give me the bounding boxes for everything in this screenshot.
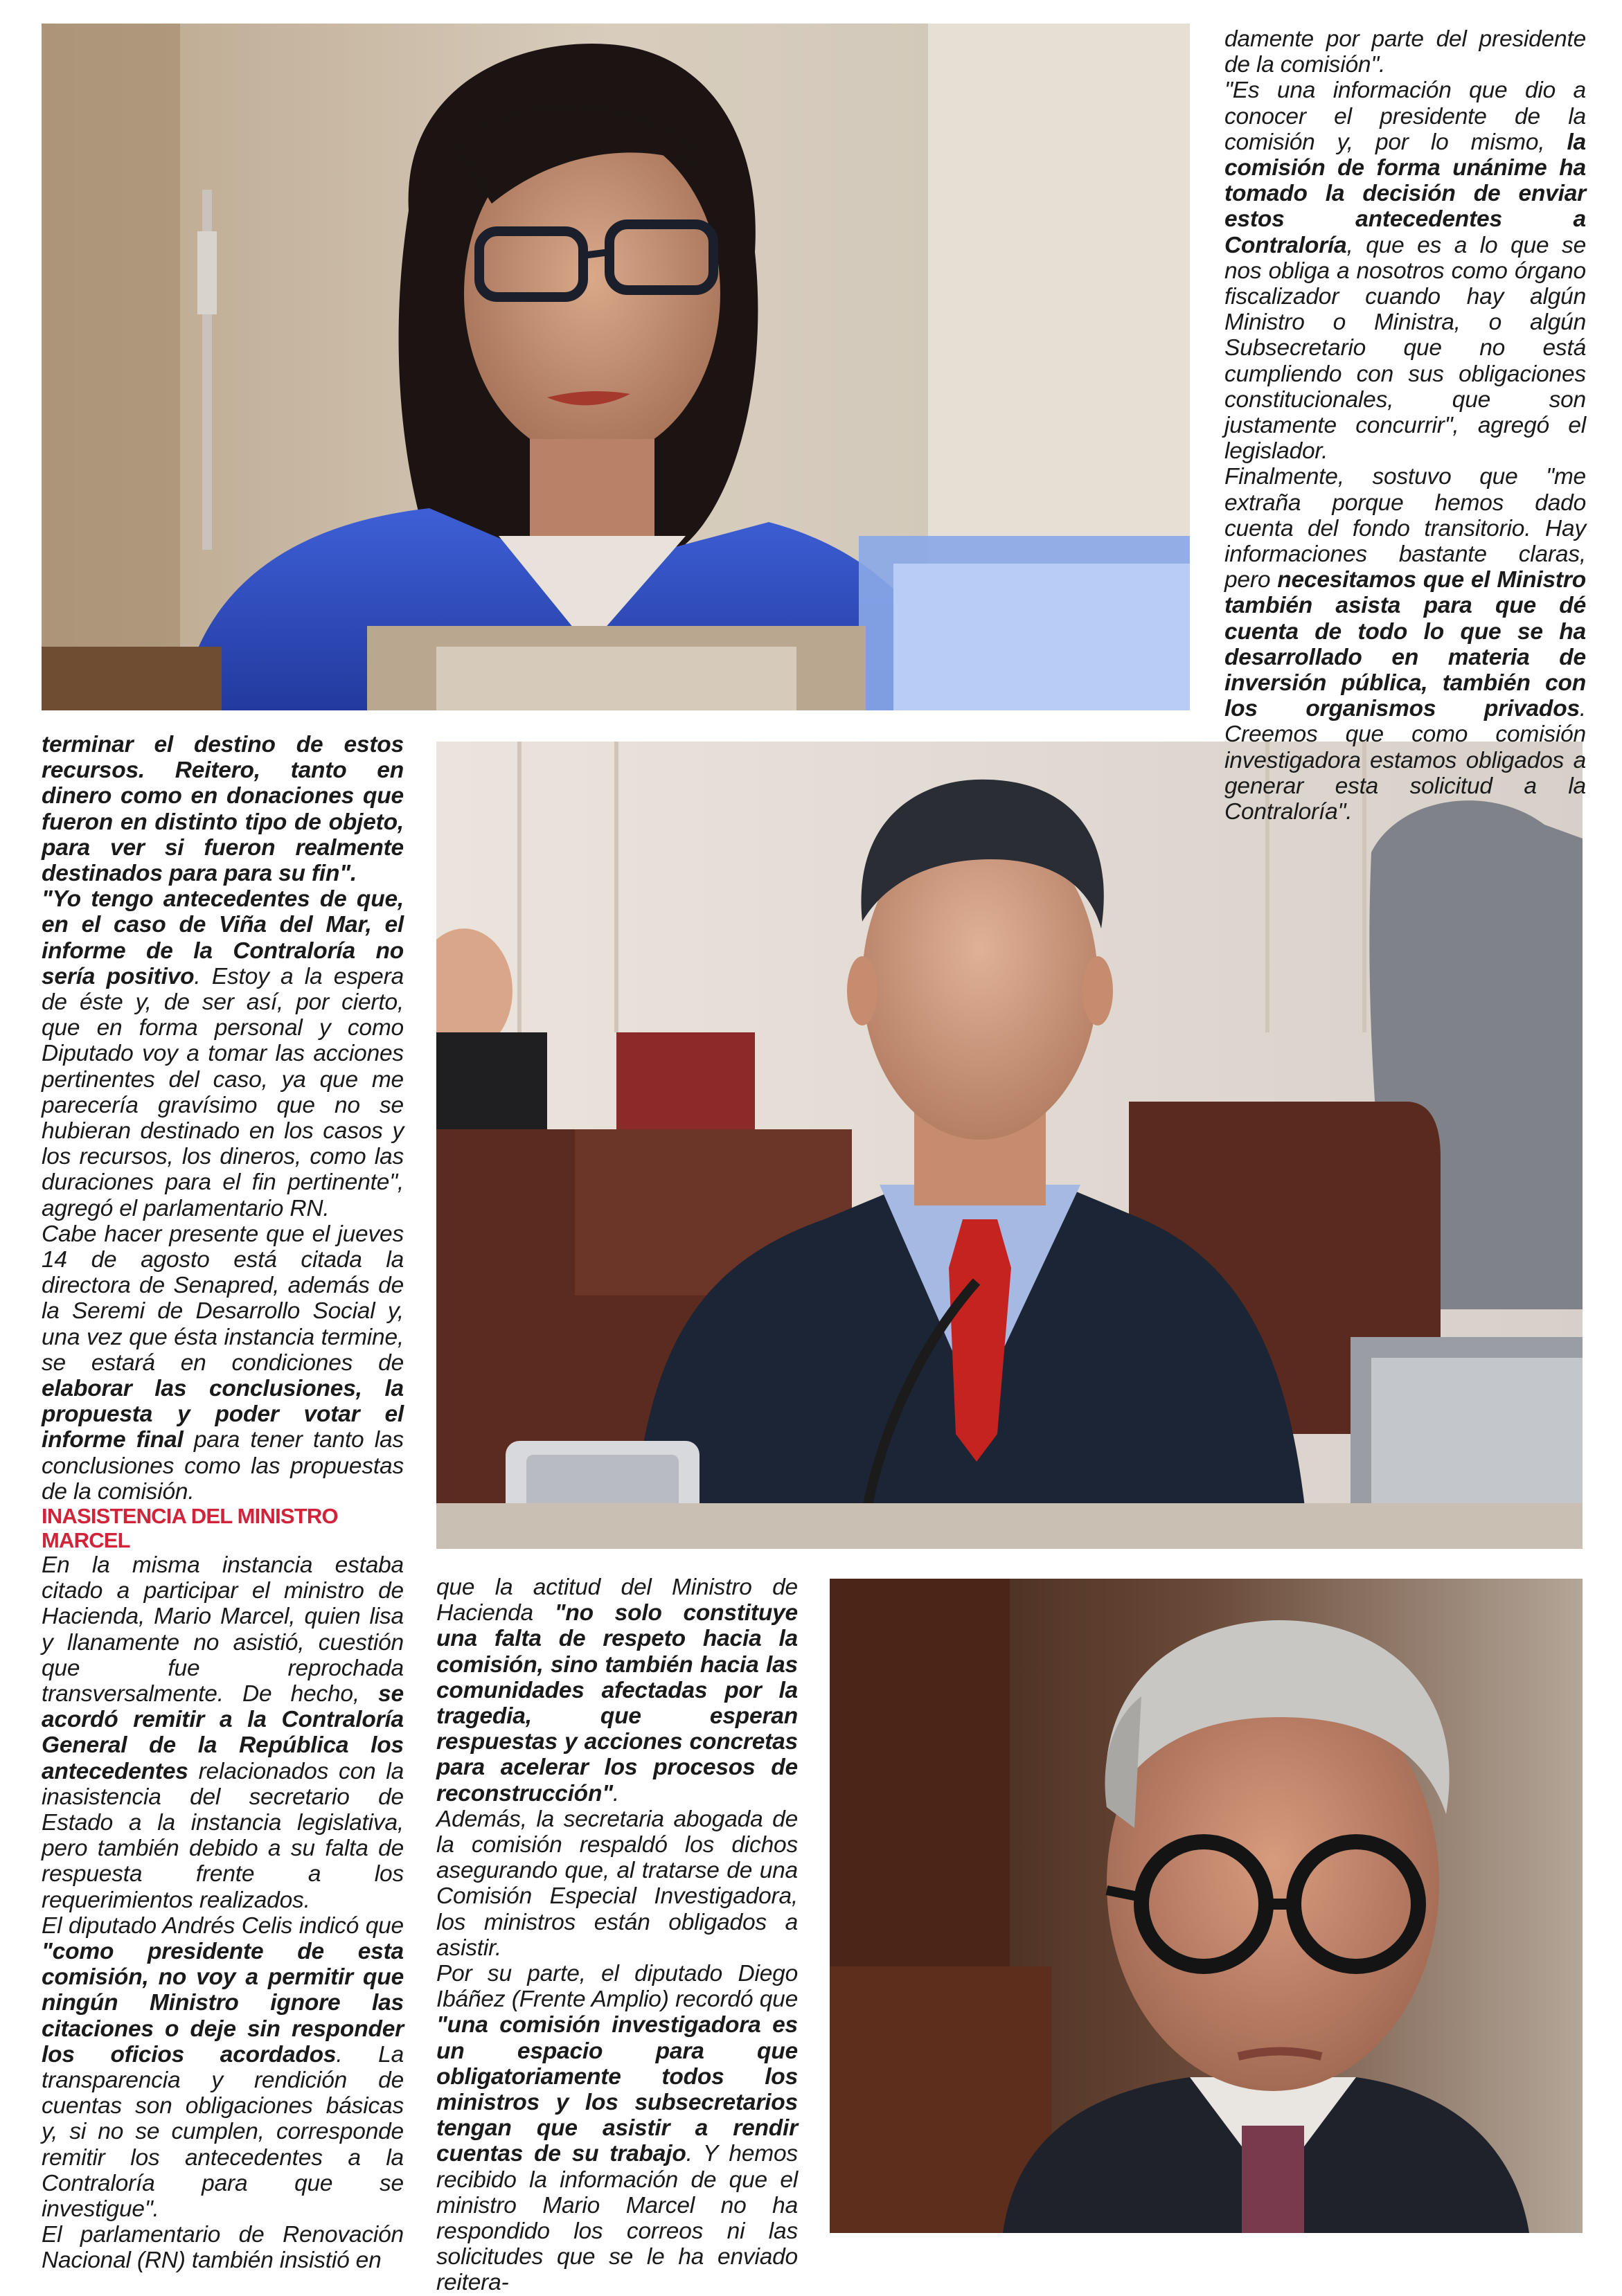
emphasis: "como presidente de esta comisión, no voy a permitir que ningún Ministro ignore las citaciones o deje sin responder los oficios acordados — [42, 1939, 404, 2068]
paragraph: que la actitud del Ministro de Hacienda "no solo constituye una falta de respeto hacia la comisión, sino también hacia las comunidades afectadas por la tragedia, que esperan respuestas y acciones concretas para acelerar los procesos de reconstrucción". — [436, 1575, 798, 1806]
article-column-mid-left — [42, 732, 404, 1505]
section-subhead: INASISTENCIA DEL MINISTRO MARCEL — [42, 1504, 338, 1552]
paragraph: El diputado Andrés Celis indicó que "como presidente de esta comisión, no voy a permitir que ningún Ministro ignore las citaciones o deje sin responder los oficios acordados. La transparencia y rendición de cuentas son obligaciones básicas y, si no se cumplen, corresponde remitir los antecedentes a la Contraloría para que se investigue". — [42, 1912, 404, 2223]
paragraph: Cabe hacer presente que el jueves 14 de agosto está citada la directora de Senapred, además de la Seremi de Desarrollo Social y, una vez que ésta instancia termine, se estará en condiciones de elaborar las conclusiones, la propuesta y poder votar el informe final para tener tanto las conclusiones como las propuestas de la comisión. — [42, 1221, 404, 1505]
paragraph: Por su parte, el diputado Diego Ibáñez (Frente Amplio) recordó que "una comisión investigadora es un espacio para que obligatoriamente todos los ministros y los subsecretarios tengan que asistir a rendir cuentas de su trabajo. Y hemos recibido la información de que el ministro Mario Marcel no ha respondido los correos ni las solicitudes que se le ha enviado reitera- — [436, 1961, 798, 2296]
emphasis: "una comisión investigadora es un espacio para que obligatoriamente todos los ministros y los subsecretarios tengan que asistir a rendir cuentas de su trabajo — [436, 2012, 798, 2167]
paragraph: Finalmente, sostuvo que "me extraña porque hemos dado cuenta del fondo transitorio. Hay informaciones bastante claras, pero necesitamos que el Ministro también asista para que dé cuenta de todo lo que se ha desarrollado en materia de inversión pública, también con los organismos privados. Creemos que como comisión investigadora estamos obligados a generar esta solicitud a la Contraloría". — [1224, 464, 1586, 825]
emphasis: se acordó remitir a la Contraloría General de la República los antecedentes — [42, 1681, 404, 1784]
paragraph — [42, 732, 404, 886]
photo-man-red-tie — [436, 742, 1583, 1549]
paragraph: damente por parte del presidente de la comisión". — [1224, 26, 1586, 78]
photo-woman-legislator — [42, 24, 1190, 710]
paragraph: El parlamentario de Renovación Nacional (RN) también insistió en — [42, 2222, 404, 2274]
emphasis: necesitamos que el Ministro también asista para que dé cuenta de todo lo que se ha desarrollado en materia de inversión pública, también con los organismos privados — [1224, 567, 1586, 722]
emphasis: elaborar las conclusiones, la propuesta y poder votar el informe final — [42, 1376, 404, 1453]
paragraph: "Yo tengo antecedentes de que, en el caso de Viña del Mar, el informe de la Contraloría no sería positivo. Estoy a la espera de éste y, de ser así, por cierto, que en forma personal y como Diputado voy a tomar las acciones pertinentes del caso, ya que me parecería gravísimo que no se hubieran destinado en los casos y los recursos, los dineros, como las duraciones para el fin pertinente", agregó el parlamentario RN. — [42, 886, 404, 1221]
emphasis: "Yo tengo antecedentes de que, en el caso de Viña del Mar, el informe de la Contraloría no sería positivo — [42, 886, 404, 989]
paragraph: Además, la secretaria abogada de la comisión respaldó los dichos asegurando que, al tratarse de una Comisión Especial Investigadora, los ministros están obligados a asistir. — [436, 1806, 798, 1961]
photo-minister-marcel — [830, 1579, 1583, 2233]
article-column-bottom-left — [42, 1552, 404, 2274]
emphasis: terminar el destino de estos recursos. Reitero, tanto en dinero como en donaciones que fueron en distinto tipo de objeto, para ver si fueron realmente destinados para para su fin". — [42, 732, 404, 887]
emphasis: la comisión de forma unánime ha tomado la decisión de enviar estos antecedentes a Contraloría — [1224, 129, 1586, 258]
paragraph: En la misma instancia estaba citado a participar el ministro de Hacienda, Mario Marcel, quien lisa y llanamente no asistió, cuestión que fue reprochada transversalmente. De hecho, se acordó remitir a la Contraloría General de la República los antecedentes relacionados con la inasistencia del secretario de Estado a la instancia legislativa, pero también debido a su falta de respuesta frente a los requerimientos realizados. — [42, 1552, 404, 1913]
paragraph: "Es una información que dio a conocer el presidente de la comisión y, por lo mismo, la comisión de forma unánime ha tomado la decisión de enviar estos antecedentes a Contraloría, que es a lo que se nos obliga a nosotros como órgano fiscalizador cuando hay algún Ministro o Ministra, o algún Subsecretario que no está cumpliendo con sus obligaciones constitucionales, que son justamente concurrir", agregó el legislador. — [1224, 78, 1586, 465]
article-column-top-right — [1224, 26, 1586, 825]
article-column-bottom-mid — [436, 1575, 798, 2296]
emphasis: "no solo constituye una falta de respeto hacia la comisión, sino también hacia las comunidades afectadas por la tragedia, que esperan respuestas y acciones concretas para acelerar los procesos de reconstrucción" — [436, 1600, 798, 1806]
